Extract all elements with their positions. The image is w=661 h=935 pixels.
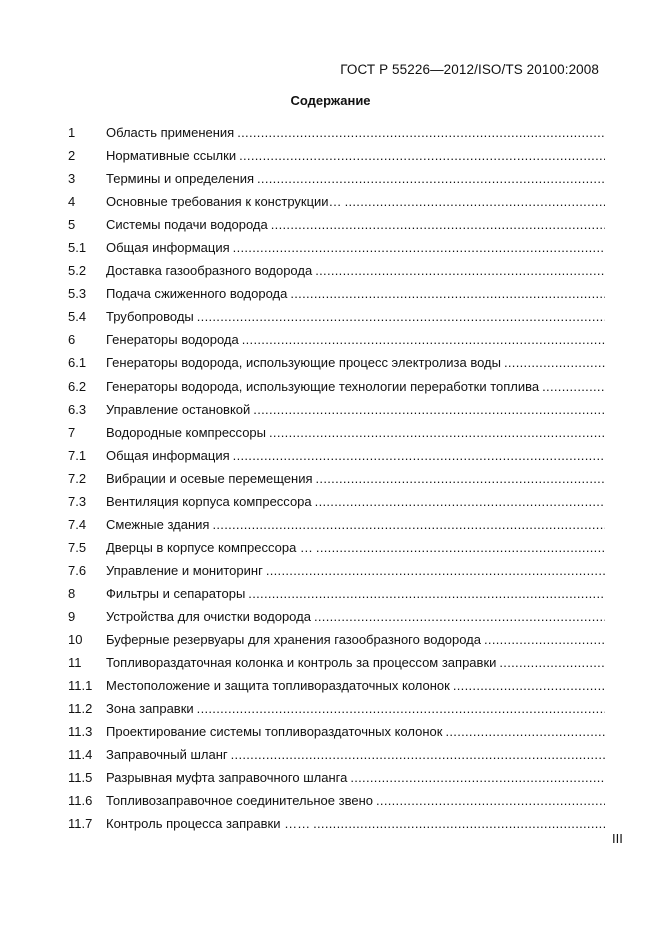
document-header: ГОСТ Р 55226—2012/ISO/TS 20100:2008 — [340, 62, 599, 77]
toc-entry-number: 2 — [68, 148, 76, 164]
toc-entry — [68, 651, 605, 674]
toc-dot-leader — [290, 282, 605, 305]
toc-entry — [68, 236, 605, 259]
toc-entry-title: Разрывная муфта заправочного шланга — [106, 770, 348, 786]
toc-entry-title: Проектирование системы топливораздаточных колонок — [106, 724, 443, 740]
toc-entry — [68, 628, 605, 651]
toc-entry-title: Трубопроводы — [106, 309, 194, 325]
toc-dot-leader — [499, 651, 605, 674]
toc-dot-leader — [316, 536, 605, 559]
toc-entry-title: Местоположение и защита топливораздаточных колонок — [106, 678, 450, 694]
toc-entry-title: Управление и мониторинг — [106, 562, 263, 578]
toc-entry-title: Системы подачи водорода — [106, 217, 268, 233]
toc-entry-number: 7.3 — [68, 493, 87, 509]
toc-entry-number: 11 — [68, 655, 82, 671]
toc-entry-number: 8 — [68, 585, 76, 601]
toc-entry — [68, 536, 605, 559]
toc-entry-title: Топливораздаточная колонка и контроль за процессом заправки — [106, 655, 497, 671]
toc-dot-leader — [266, 559, 605, 582]
toc-dot-leader — [212, 513, 605, 536]
toc-entry — [68, 559, 605, 582]
toc-entry — [68, 444, 605, 467]
toc-entry-title: Буферные резервуары для хранения газообразного водорода — [106, 632, 481, 648]
toc-entry — [68, 190, 605, 213]
toc-entry-number: 5 — [68, 217, 76, 233]
toc-entry-number: 5.3 — [68, 286, 87, 302]
toc-dot-leader — [445, 720, 605, 743]
toc-entry-number: 11.3 — [68, 724, 93, 740]
toc-entry-number: 11.7 — [68, 816, 93, 832]
toc-entry — [68, 490, 605, 513]
toc-dot-leader — [484, 628, 605, 651]
toc-entry-title: Генераторы водорода — [106, 332, 239, 348]
toc-entry — [68, 259, 605, 282]
toc-entry-number: 11.6 — [68, 793, 93, 809]
toc-entry-title: Генераторы водорода, использующие процесс электролиза воды — [106, 355, 501, 371]
toc-entry-number: 5.4 — [68, 309, 87, 325]
toc-entry-title: Водородные компрессоры — [106, 424, 267, 440]
toc-entry — [68, 282, 605, 305]
toc-entry — [68, 398, 605, 421]
toc-entry — [68, 421, 605, 444]
toc-entry — [68, 167, 605, 190]
toc-entry-number: 11.4 — [68, 747, 93, 763]
toc-entry-title: Нормативные ссылки — [106, 148, 237, 164]
toc-entry-number: 3 — [68, 171, 76, 187]
table-of-contents — [68, 121, 605, 835]
toc-dot-leader — [271, 213, 605, 236]
toc-entry — [68, 328, 605, 351]
toc-entry-number: 7.5 — [68, 539, 87, 555]
toc-entry-title: Заправочный шланг — [106, 747, 228, 763]
toc-entry-number: 10 — [68, 632, 83, 648]
toc-entry-number: 4 — [68, 194, 76, 210]
toc-entry — [68, 766, 605, 789]
toc-entry — [68, 375, 605, 398]
toc-entry — [68, 789, 605, 812]
toc-entry-title: Основные требования к конструкции… — [106, 194, 342, 210]
toc-dot-leader — [239, 144, 605, 167]
toc-entry-number: 9 — [68, 608, 76, 624]
toc-entry — [68, 513, 605, 536]
toc-entry — [68, 467, 605, 490]
toc-entry-number: 6 — [68, 332, 76, 348]
toc-entry-title: Термины и определения — [106, 171, 255, 187]
toc-dot-leader — [231, 743, 605, 766]
toc-dot-leader — [453, 674, 605, 697]
toc-entry — [68, 674, 605, 697]
toc-dot-leader — [345, 190, 605, 213]
toc-dot-leader — [197, 305, 605, 328]
toc-entry — [68, 743, 605, 766]
toc-dot-leader — [269, 421, 605, 444]
toc-entry-number: 1 — [68, 125, 76, 140]
toc-entry-title: Управление остановкой — [106, 401, 251, 417]
contents-title: Содержание — [290, 93, 371, 108]
toc-entry-number: 7.6 — [68, 562, 87, 578]
toc-dot-leader — [242, 328, 605, 351]
toc-entry-title: Контроль процесса заправки …… — [106, 816, 311, 832]
toc-dot-leader — [233, 236, 605, 259]
toc-dot-leader — [315, 490, 605, 513]
toc-entry-number: 5.1 — [68, 240, 87, 256]
toc-dot-leader — [314, 605, 605, 628]
toc-entry-number: 6.2 — [68, 378, 87, 394]
toc-entry — [68, 582, 605, 605]
toc-dot-leader — [253, 398, 605, 421]
toc-entry-title: Топливозаправочное соединительное звено — [106, 793, 373, 809]
toc-entry-number: 11.5 — [68, 770, 93, 786]
toc-entry — [68, 144, 605, 167]
toc-dot-leader — [376, 789, 605, 812]
toc-dot-leader — [313, 812, 605, 835]
toc-entry — [68, 305, 605, 328]
toc-dot-leader — [542, 375, 605, 398]
toc-dot-leader — [248, 582, 605, 605]
toc-entry-number: 7.2 — [68, 470, 87, 486]
toc-entry-title: Вентиляция корпуса компрессора — [106, 493, 312, 509]
toc-entry-title: Устройства для очистки водорода — [106, 608, 311, 624]
toc-entry-number: 7.4 — [68, 516, 87, 532]
page-number: III — [612, 831, 623, 846]
toc-entry-title: Область применения — [106, 125, 235, 140]
toc-entry-number: 7.1 — [68, 447, 87, 463]
toc-dot-leader — [315, 259, 605, 282]
toc-entry-title: Дверцы в корпусе компрессора … — [106, 539, 313, 555]
toc-entry-title: Зона заправки — [106, 701, 194, 717]
toc-dot-leader — [350, 766, 605, 789]
toc-entry — [68, 720, 605, 743]
toc-entry-number: 11.2 — [68, 701, 93, 717]
toc-entry-title: Смежные здания — [106, 516, 210, 532]
toc-entry — [68, 213, 605, 236]
toc-entry — [68, 351, 605, 374]
toc-dot-leader — [316, 467, 605, 490]
toc-entry-title: Генераторы водорода, использующие технологии переработки топлива — [106, 378, 540, 394]
toc-dot-leader — [504, 351, 605, 374]
toc-entry-title: Доставка газообразного водорода — [106, 263, 313, 279]
toc-entry-number: 6.1 — [68, 355, 87, 371]
toc-entry-title: Фильтры и сепараторы — [106, 585, 246, 601]
toc-entry — [68, 605, 605, 628]
toc-entry-number: 11.1 — [68, 678, 93, 694]
toc-entry-number: 6.3 — [68, 401, 87, 417]
toc-entry-number: 5.2 — [68, 263, 87, 279]
toc-entry — [68, 812, 605, 835]
toc-dot-leader — [237, 121, 605, 144]
toc-entry — [68, 697, 605, 720]
toc-entry-title: Подача сжиженного водорода — [106, 286, 288, 302]
toc-entry-title: Общая информация — [106, 447, 230, 463]
toc-dot-leader — [233, 444, 605, 467]
toc-dot-leader — [197, 697, 605, 720]
toc-entry — [68, 121, 605, 144]
toc-entry-number: 7 — [68, 424, 76, 440]
toc-entry-title: Общая информация — [106, 240, 230, 256]
toc-entry-title: Вибрации и осевые перемещения — [106, 470, 313, 486]
toc-dot-leader — [257, 167, 605, 190]
